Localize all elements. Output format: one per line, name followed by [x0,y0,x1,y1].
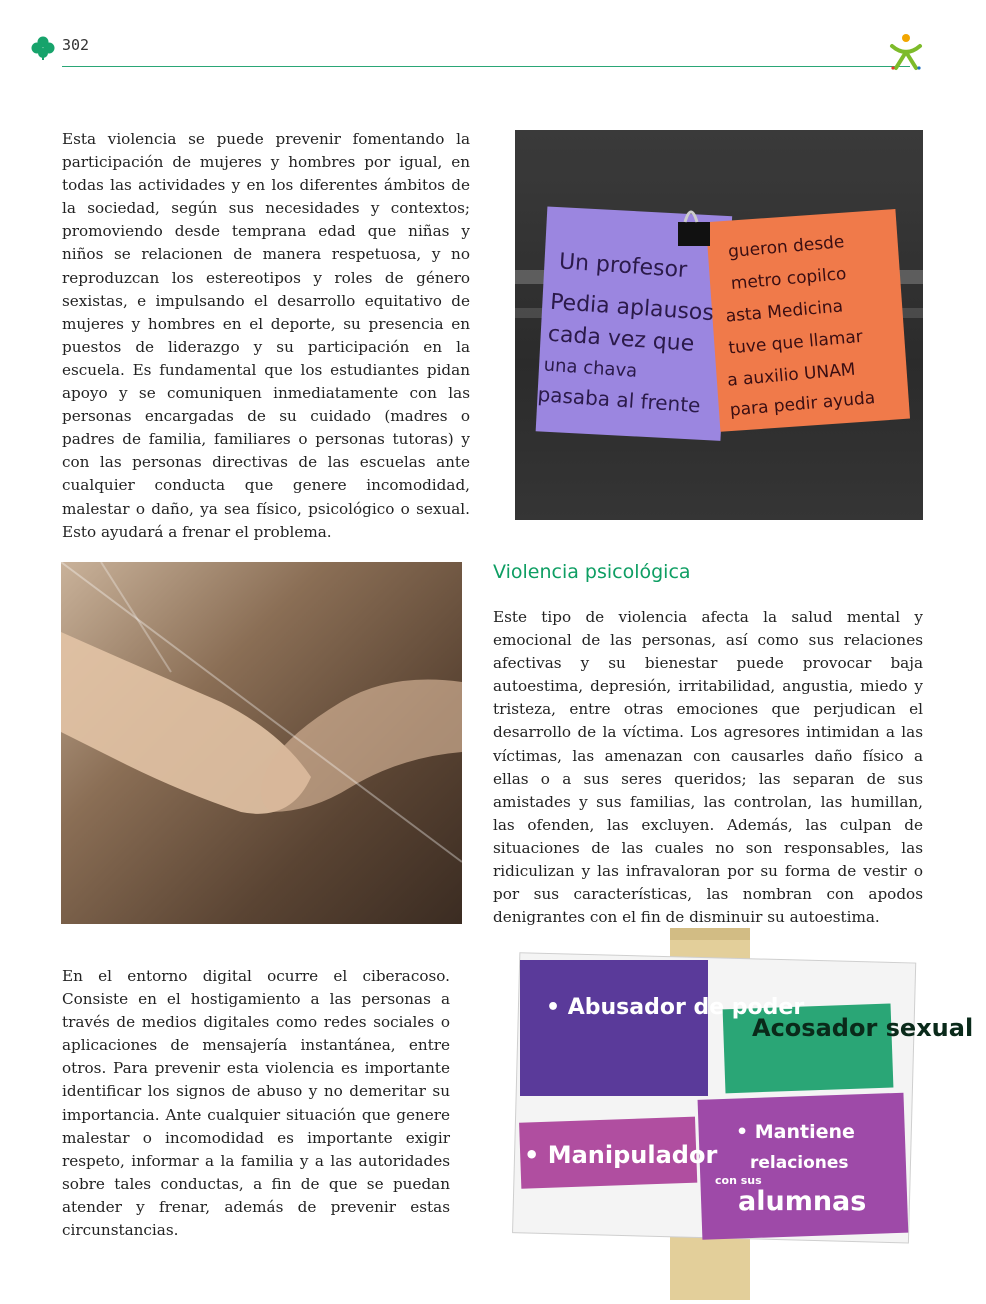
sign-label-students: alumnas [738,1186,867,1217]
section-title: Violencia psicológica [493,561,691,583]
page-number: 302 [62,36,90,54]
note-left-line: cada vez que [547,321,696,357]
figure-logo-icon [888,32,924,72]
sign-label-maintains: • Mantiene [736,1121,855,1143]
note-left-line: Pedia aplausos [549,289,715,327]
note-right-line: tuve que llamar [727,326,864,359]
sign-label-manipulator: • Manipulador [524,1141,718,1169]
illustration-sign-board [510,928,974,1300]
note-left-line: una chava [543,354,638,382]
note-right-line: asta Medicina [724,296,844,327]
clover-icon [30,34,56,60]
paragraph-cyberbullying: En el entorno digital ocurre el ciberacoso. Consiste en el hostigamiento a las personas a través de medios digitales como redes sociales o aplicaciones de mensajería instantánea, entre otros. Para prevenir esta violencia es importante identificar los signos de abuso y no demeritar su importancia. Ante cualquier situación que genere malestar o incomodidad es importante exigir respeto, informar a la familia y a las autoridades sobre tales conductas, a fin de que se puedan atender y frenar, además de prevenir estas circunstancias. [62,967,450,1240]
sign-label-harasser: Acosador sexual [752,1014,974,1042]
sign-label-relations: relaciones [750,1153,849,1173]
sign-label-with-their: con sus [715,1174,762,1187]
note-right-line: metro copilco [730,264,848,295]
header-rule [62,66,910,67]
note-right-line: gueron desde [727,232,846,263]
sign-label-abuser: • Abusador de poder [546,995,805,1020]
note-right-line: para pedir ayuda [729,387,876,421]
note-left-line: Un profesor [558,249,688,284]
paragraph-psychological-violence: Este tipo de violencia afecta la salud mental y emocional de las personas, así como sus relaciones afectivas y su bienestar puede provocar baja autoestima, depresión, irritabilidad, angustia, miedo y tristeza, entre otras emociones que perjudican el desarrollo de la víctima. Los agresores intimidan a las víctimas, las amenazan con causarles daño físico a ellas o a sus seres queridos; las separan de sus amistades y sus familias, las controlan, las humillan, las ofenden, las excluyen. Además, las culpan de situaciones de las cuales no son responsables, las ridiculizan y las infravaloran por su forma de vestir o por sus características, las nombran con apodos denigrantes con el fin de disminuir su autoestima. [493,608,923,927]
photo-hands [61,562,462,924]
paragraph-prevention: Esta violencia se puede prevenir fomentando la participación de mujeres y hombres por igual, en todas las actividades y en los diferentes ámbitos de la sociedad, según sus necesidades y contextos; promoviendo desde temprana edad que niñas y niños se relacionen de manera respetuosa, y no reproduzcan los estereotipos y roles de género sexistas, e impulsando el desarrollo equitativo de mujeres y hombres en el deporte, su presencia en puestos de liderazgo y su participación en la escuela. Es fundamental que los estudiantes pidan apoyo y se comuniquen inmediatamente con las personas encargadas de su cuidado (madres o padres de familia, familiares o personas tutoras) y con las personas directivas de las escuelas ante cualquier conducta que genere incomodidad, malestar o daño, ya sea físico, psicológico o sexual. Esto ayudará a frenar el problema. [62,130,470,541]
note-left-line: pasaba al frente [536,382,702,418]
note-right-line: a auxilio UNAM [726,359,857,391]
page-header [30,30,930,70]
photo-sticky-notes [515,130,923,520]
